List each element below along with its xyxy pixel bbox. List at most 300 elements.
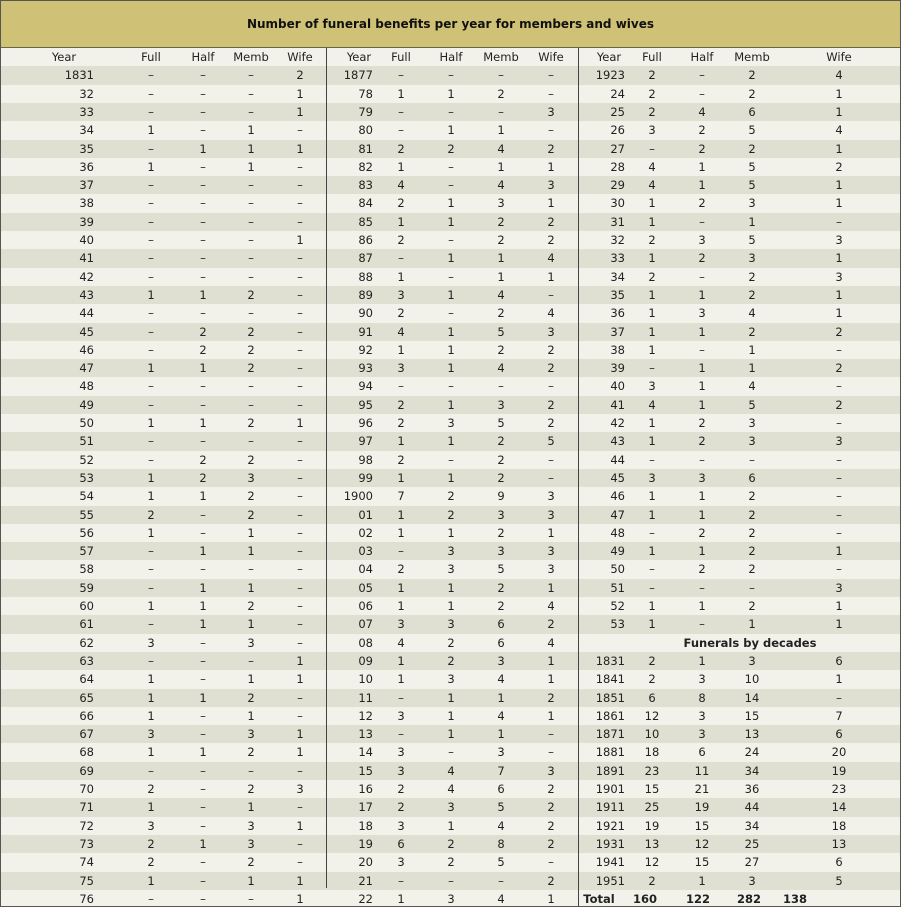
cell-half: –: [448, 178, 454, 193]
cell-wife: –: [548, 745, 554, 760]
cell-half: 2: [698, 251, 706, 266]
cell-year: 35: [79, 141, 94, 156]
cell-year: 32: [610, 233, 625, 247]
decade-wife: 18: [831, 818, 847, 833]
cell-memb: 3: [497, 653, 505, 668]
cell-year: 34: [79, 123, 94, 138]
cell-half: –: [448, 233, 454, 247]
cell-year: 52: [610, 599, 625, 613]
cell-memb: 3: [748, 196, 756, 211]
cell-memb: –: [248, 306, 254, 321]
cell-year: 81: [358, 141, 373, 156]
cell-year: 72: [79, 818, 94, 833]
cell-full: 4: [397, 178, 405, 193]
column-header-year: Year: [346, 50, 372, 64]
cell-half: 1: [447, 123, 455, 138]
cell-memb: 3: [247, 470, 255, 485]
cell-memb: 2: [497, 86, 505, 101]
cell-year: 57: [79, 544, 94, 559]
cell-full: –: [398, 544, 404, 559]
column-header-year: Year: [51, 50, 77, 64]
cell-memb: 1: [748, 214, 756, 229]
cell-full: 1: [147, 690, 155, 705]
column-header-full: Full: [391, 50, 411, 64]
cell-wife: 1: [547, 525, 555, 540]
table-row: [1, 359, 900, 377]
cell-memb: 2: [748, 525, 756, 540]
cell-half: 1: [447, 251, 455, 266]
decade-wife: 14: [831, 800, 847, 815]
cell-half: 3: [447, 800, 455, 815]
decade-wife: 7: [835, 708, 843, 723]
cell-wife: 5: [547, 434, 555, 449]
cell-wife: –: [548, 470, 554, 485]
decade-wife: 5: [835, 873, 843, 888]
cell-year: 01: [358, 507, 373, 522]
cell-wife: 1: [835, 178, 843, 193]
cell-half: 2: [698, 416, 706, 430]
cell-wife: 4: [835, 68, 843, 83]
cell-memb: 2: [247, 324, 255, 339]
table-row: [1, 872, 900, 890]
cell-wife: 4: [547, 306, 555, 321]
cell-wife: 3: [547, 763, 555, 778]
cell-half: –: [200, 434, 206, 449]
cell-half: 1: [698, 324, 706, 339]
cell-full: 3: [648, 470, 656, 485]
cell-half: 1: [447, 690, 455, 705]
cell-full: 1: [147, 708, 155, 723]
table-row: [1, 396, 900, 414]
cell-full: 1: [648, 251, 656, 266]
decade-wife: 6: [835, 727, 843, 742]
cell-wife: 1: [296, 891, 304, 906]
cell-full: 1: [648, 416, 656, 430]
cell-full: 1: [397, 214, 405, 229]
cell-wife: –: [297, 525, 303, 540]
cell-half: 2: [447, 635, 455, 650]
cell-half: –: [699, 68, 705, 83]
cell-memb: 2: [247, 599, 255, 613]
cell-memb: 6: [497, 635, 505, 650]
cell-memb: 3: [748, 251, 756, 266]
cell-wife: 1: [547, 653, 555, 668]
cell-wife: 3: [835, 580, 843, 595]
table-row: [1, 286, 900, 304]
column-separator-right: [578, 48, 579, 906]
cell-full: –: [649, 141, 655, 156]
cell-half: –: [699, 86, 705, 101]
cell-half: 3: [447, 416, 455, 430]
cell-half: 3: [447, 672, 455, 687]
cell-full: 1: [397, 891, 405, 906]
decade-memb: 27: [744, 855, 760, 870]
decade-year: 1891: [595, 763, 625, 778]
cell-half: 1: [199, 617, 207, 632]
cell-year: 95: [358, 397, 373, 412]
decade-full: 2: [648, 672, 656, 687]
cell-year: 19: [358, 836, 373, 851]
cell-half: 1: [447, 470, 455, 485]
cell-full: 1: [397, 159, 405, 174]
cell-year: 43: [79, 287, 94, 302]
cell-full: 1: [648, 489, 656, 504]
cell-year: 85: [358, 214, 373, 229]
cell-half: 2: [698, 434, 706, 449]
table-row: [1, 506, 900, 524]
cell-year: 04: [358, 562, 373, 577]
cell-wife: 1: [547, 159, 555, 174]
cell-full: –: [398, 690, 404, 705]
cell-wife: 2: [547, 782, 555, 796]
cell-year: 38: [79, 196, 94, 211]
cell-full: –: [148, 580, 154, 595]
cell-full: 1: [397, 342, 405, 357]
total-wife: 138: [782, 891, 807, 906]
cell-memb: –: [248, 233, 254, 247]
cell-year: 96: [358, 416, 373, 430]
cell-memb: 2: [748, 562, 756, 577]
cell-full: 3: [648, 379, 656, 394]
cell-half: 1: [698, 544, 706, 559]
cell-memb: 2: [497, 452, 505, 467]
cell-year: 16: [358, 782, 373, 796]
cell-half: 3: [447, 562, 455, 577]
decade-year: 1851: [595, 690, 625, 705]
table-row: [1, 890, 900, 908]
table-row: [1, 634, 900, 652]
cell-memb: 3: [247, 727, 255, 742]
cell-wife: –: [297, 489, 303, 504]
cell-half: –: [200, 763, 206, 778]
cell-memb: 4: [497, 178, 505, 193]
cell-memb: –: [248, 178, 254, 193]
cell-memb: 2: [247, 452, 255, 467]
cell-memb: 2: [247, 287, 255, 302]
cell-memb: 1: [247, 800, 255, 815]
cell-memb: 4: [497, 708, 505, 723]
cell-year: 74: [79, 855, 94, 870]
cell-wife: –: [836, 416, 842, 430]
cell-wife: 2: [547, 873, 555, 888]
cell-year: 70: [79, 782, 94, 796]
cell-memb: –: [498, 104, 504, 119]
cell-memb: 2: [247, 361, 255, 376]
table-title: Number of funeral benefits per year for members and wives: [1, 1, 900, 48]
cell-memb: 4: [497, 141, 505, 156]
cell-year: 25: [610, 104, 625, 119]
cell-wife: 2: [547, 416, 555, 430]
cell-memb: –: [248, 86, 254, 101]
table-row: [1, 798, 900, 816]
total-memb: 282: [736, 891, 761, 906]
cell-memb: –: [248, 379, 254, 394]
cell-wife: –: [297, 690, 303, 705]
cell-half: 2: [447, 489, 455, 504]
cell-full: 2: [648, 233, 656, 247]
cell-full: 4: [648, 178, 656, 193]
decade-full: 25: [644, 800, 660, 815]
cell-memb: –: [248, 891, 254, 906]
cell-half: 1: [698, 178, 706, 193]
cell-full: 1: [648, 507, 656, 522]
cell-memb: 2: [748, 68, 756, 83]
cell-half: –: [699, 452, 705, 467]
cell-memb: –: [248, 397, 254, 412]
cell-full: 2: [648, 86, 656, 101]
cell-full: –: [148, 68, 154, 83]
cell-full: –: [148, 104, 154, 119]
cell-half: 2: [199, 452, 207, 467]
cell-year: 65: [79, 690, 94, 705]
cell-wife: 2: [547, 800, 555, 815]
cell-half: –: [200, 123, 206, 138]
total-label: Total: [583, 891, 615, 906]
decade-half: 19: [694, 800, 710, 815]
cell-year: 54: [79, 489, 94, 504]
cell-memb: 1: [497, 159, 505, 174]
column-header-half: Half: [439, 50, 463, 64]
cell-half: 3: [447, 891, 455, 906]
cell-half: 1: [447, 287, 455, 302]
cell-year: 28: [610, 159, 625, 174]
cell-wife: –: [297, 287, 303, 302]
cell-half: 2: [447, 836, 455, 851]
cell-half: –: [699, 580, 705, 595]
cell-wife: 2: [547, 361, 555, 376]
cell-wife: 3: [547, 489, 555, 504]
cell-year: 98: [358, 452, 373, 467]
column-header-half: Half: [191, 50, 215, 64]
cell-full: –: [148, 196, 154, 211]
cell-full: 1: [147, 470, 155, 485]
cell-full: 4: [397, 635, 405, 650]
cell-memb: 5: [497, 800, 505, 815]
cell-wife: –: [836, 470, 842, 485]
cell-full: –: [148, 452, 154, 467]
cell-wife: –: [836, 214, 842, 229]
cell-wife: –: [836, 525, 842, 540]
table-row: [1, 835, 900, 853]
cell-year: 37: [610, 324, 625, 339]
cell-full: 1: [397, 599, 405, 613]
table-row: [1, 377, 900, 395]
cell-full: –: [148, 379, 154, 394]
cell-year: 03: [358, 544, 373, 559]
cell-full: 1: [648, 196, 656, 211]
cell-year: 83: [358, 178, 373, 193]
cell-year: 63: [79, 653, 94, 668]
cell-wife: 1: [547, 672, 555, 687]
cell-memb: 6: [497, 617, 505, 632]
cell-full: 1: [397, 269, 405, 284]
cell-half: 1: [698, 599, 706, 613]
cell-half: 1: [447, 214, 455, 229]
cell-memb: 3: [247, 818, 255, 833]
cell-half: 1: [698, 379, 706, 394]
table-row: [1, 66, 900, 84]
cell-memb: 1: [247, 708, 255, 723]
cell-memb: 2: [497, 233, 505, 247]
decade-half: 8: [698, 690, 706, 705]
cell-wife: –: [836, 452, 842, 467]
cell-wife: 1: [835, 104, 843, 119]
cell-year: 69: [79, 763, 94, 778]
cell-memb: 2: [748, 86, 756, 101]
cell-half: 2: [447, 507, 455, 522]
cell-wife: 2: [547, 214, 555, 229]
decade-full: 12: [644, 855, 660, 870]
cell-memb: 8: [497, 836, 505, 851]
cell-half: 2: [698, 562, 706, 577]
cell-memb: 1: [497, 123, 505, 138]
cell-memb: 1: [247, 544, 255, 559]
column-header-memb: Memb: [734, 50, 770, 64]
cell-memb: 2: [247, 690, 255, 705]
cell-full: 1: [147, 123, 155, 138]
column-header-memb: Memb: [483, 50, 519, 64]
cell-half: –: [200, 86, 206, 101]
cell-wife: –: [548, 287, 554, 302]
cell-half: 2: [199, 470, 207, 485]
cell-wife: –: [548, 727, 554, 742]
cell-half: –: [200, 782, 206, 796]
cell-memb: –: [498, 873, 504, 888]
cell-year: 33: [79, 104, 94, 119]
cell-half: –: [448, 745, 454, 760]
cell-half: –: [200, 708, 206, 723]
cell-wife: 2: [547, 818, 555, 833]
column-header-wife: Wife: [287, 50, 313, 64]
table-row: [1, 469, 900, 487]
cell-year: 51: [79, 434, 94, 449]
cell-wife: 3: [835, 434, 843, 449]
cell-full: 3: [397, 361, 405, 376]
cell-memb: 1: [247, 159, 255, 174]
decade-memb: 24: [744, 745, 760, 760]
cell-wife: 1: [547, 891, 555, 906]
cell-memb: –: [248, 68, 254, 83]
cell-wife: 2: [547, 141, 555, 156]
cell-memb: 6: [497, 782, 505, 796]
cell-memb: 2: [247, 416, 255, 430]
cell-wife: 1: [296, 653, 304, 668]
cell-wife: –: [297, 617, 303, 632]
cell-wife: 1: [547, 708, 555, 723]
cell-year: 62: [79, 635, 94, 650]
cell-year: 43: [610, 434, 625, 449]
table-row: [1, 615, 900, 633]
decade-wife: 13: [831, 836, 847, 851]
cell-full: 1: [147, 416, 155, 430]
cell-half: 4: [447, 763, 455, 778]
cell-memb: 2: [748, 599, 756, 613]
cell-full: –: [398, 379, 404, 394]
decade-year: 1831: [595, 653, 625, 668]
cell-full: 3: [397, 708, 405, 723]
cell-full: 1: [648, 599, 656, 613]
cell-wife: –: [297, 434, 303, 449]
cell-year: 36: [610, 306, 625, 321]
cell-year: 12: [358, 708, 373, 723]
cell-half: 1: [447, 818, 455, 833]
cell-year: 40: [610, 379, 625, 394]
decades-title: Funerals by decades: [683, 635, 817, 650]
cell-half: –: [200, 269, 206, 284]
cell-year: 14: [358, 745, 373, 760]
cell-half: 3: [698, 233, 706, 247]
cell-half: 2: [698, 525, 706, 540]
cell-full: 1: [397, 580, 405, 595]
cell-half: 2: [447, 855, 455, 870]
cell-half: 1: [447, 599, 455, 613]
cell-year: 99: [358, 470, 373, 485]
cell-wife: 2: [547, 836, 555, 851]
cell-full: 1: [648, 324, 656, 339]
cell-memb: 2: [247, 489, 255, 504]
table-row: [1, 268, 900, 286]
cell-memb: 3: [497, 196, 505, 211]
decade-half: 11: [694, 763, 710, 778]
decade-memb: 25: [744, 836, 760, 851]
cell-memb: 1: [247, 123, 255, 138]
decade-year: 1911: [595, 800, 625, 815]
cell-half: 1: [199, 416, 207, 430]
cell-memb: 2: [497, 599, 505, 613]
cell-half: 1: [698, 287, 706, 302]
cell-half: –: [448, 873, 454, 888]
cell-half: –: [699, 617, 705, 632]
cell-wife: 1: [547, 196, 555, 211]
cell-year: 07: [358, 617, 373, 632]
table-row: [1, 780, 900, 798]
cell-memb: –: [498, 68, 504, 83]
cell-wife: –: [297, 123, 303, 138]
cell-wife: –: [297, 708, 303, 723]
cell-year: 29: [610, 178, 625, 193]
cell-full: 3: [648, 123, 656, 138]
cell-half: –: [699, 269, 705, 284]
cell-memb: 9: [497, 489, 505, 504]
cell-full: 3: [147, 727, 155, 742]
cell-half: –: [448, 159, 454, 174]
cell-full: –: [398, 68, 404, 83]
cell-full: 2: [648, 68, 656, 83]
cell-year: 67: [79, 727, 94, 742]
cell-wife: 1: [296, 233, 304, 247]
cell-memb: 5: [748, 397, 756, 412]
cell-memb: 2: [497, 470, 505, 485]
cell-full: –: [398, 873, 404, 888]
cell-wife: 1: [296, 141, 304, 156]
decade-memb: 3: [748, 873, 756, 888]
table-row: [1, 414, 900, 432]
cell-full: –: [148, 617, 154, 632]
cell-year: 64: [79, 672, 94, 687]
cell-wife: –: [297, 599, 303, 613]
cell-full: 1: [648, 617, 656, 632]
cell-memb: 2: [247, 342, 255, 357]
decade-half: 3: [698, 727, 706, 742]
cell-full: 2: [147, 855, 155, 870]
cell-year: 42: [610, 416, 625, 430]
table-row: [1, 432, 900, 450]
cell-half: –: [200, 891, 206, 906]
decade-year: 1881: [595, 745, 625, 760]
cell-year: 76: [79, 891, 94, 906]
cell-wife: 1: [547, 580, 555, 595]
decade-half: 15: [694, 855, 710, 870]
